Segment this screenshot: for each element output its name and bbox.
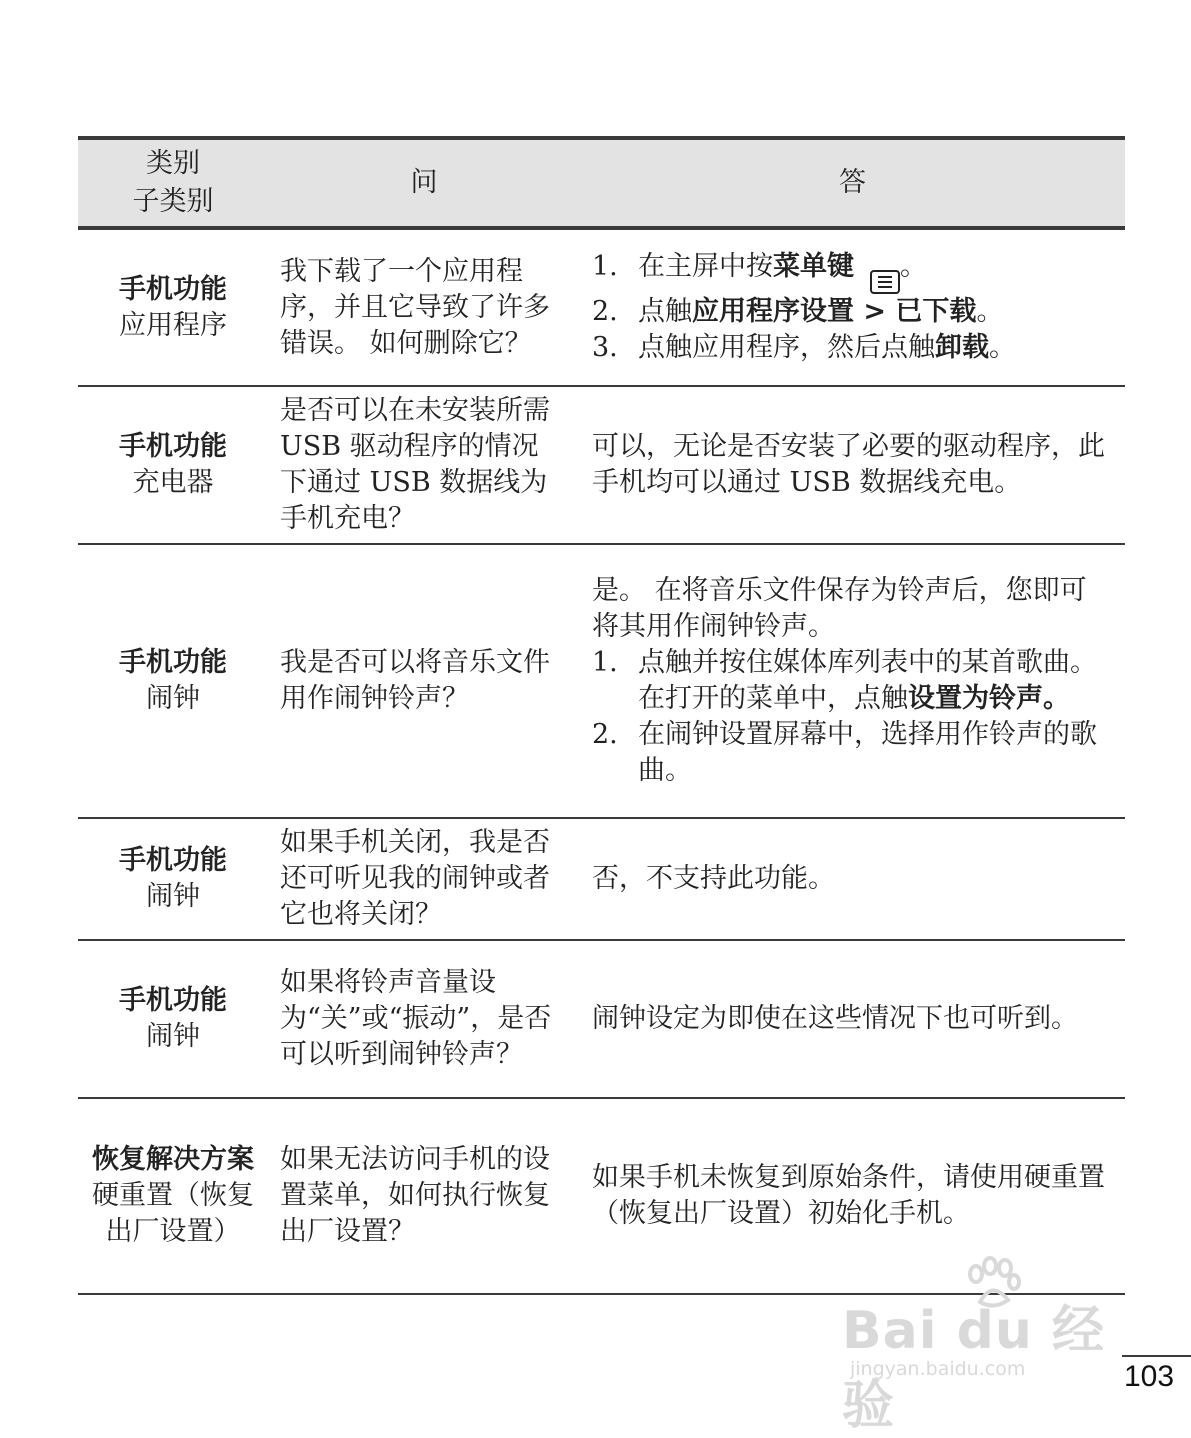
table-row xyxy=(78,544,1125,818)
page-number: 103 xyxy=(1124,1360,1175,1393)
subcategory-label: 闹钟 xyxy=(146,683,200,714)
step-text-plain: 点触 xyxy=(638,296,692,327)
watermark-url: jingyan.baidu.com xyxy=(850,1358,1026,1380)
faq-table xyxy=(78,136,1125,1295)
answer-intro: 是。 在将音乐文件保存为铃声后，您即可将其用作闹钟铃声。 xyxy=(592,575,1087,642)
category-label: 手机功能 xyxy=(119,647,227,678)
category-cell xyxy=(78,386,268,544)
step-number: 1. xyxy=(592,647,618,678)
step-text xyxy=(638,249,1111,294)
steps-list xyxy=(592,249,1111,366)
category-label: 手机功能 xyxy=(119,985,227,1016)
subcategory-label: 硬重置（恢复出厂设置） xyxy=(92,1180,254,1247)
category-label: 手机功能 xyxy=(119,431,227,462)
table-row xyxy=(78,940,1125,1098)
header-answer: 答 xyxy=(580,138,1125,228)
step-text-plain: 。 xyxy=(976,296,1004,327)
watermark-logo: Bai du 经验 xyxy=(842,1301,1105,1436)
step-item xyxy=(592,294,1111,330)
table-header-row xyxy=(78,138,1125,228)
question-cell: 我是否可以将音乐文件用作闹钟铃声？ xyxy=(268,544,580,818)
header-question: 问 xyxy=(268,138,580,228)
header-category-label: 类别 xyxy=(146,148,200,179)
subcategory-label: 充电器 xyxy=(132,467,214,498)
question-cell: 我下载了一个应用程序，并且它导致了许多错误。 如何删除它？ xyxy=(268,228,580,386)
subcategory-label: 闹钟 xyxy=(146,1021,200,1052)
step-text-bold: 菜单键 xyxy=(773,251,854,282)
step-text-bold: 应用程序设置 > 已下载 xyxy=(692,296,977,327)
category-cell xyxy=(78,818,268,940)
answer-cell: 可以，无论是否安装了必要的驱动程序，此手机均可以通过 USB 数据线充电。 xyxy=(580,386,1125,544)
step-number: 3. xyxy=(592,332,618,363)
table-row xyxy=(78,818,1125,940)
step-number: 2. xyxy=(592,296,618,327)
step-text-plain: 。 xyxy=(900,251,927,282)
table-row xyxy=(78,228,1125,386)
question-cell: 如果无法访问手机的设置菜单，如何执行恢复出厂设置？ xyxy=(268,1098,580,1294)
step-text-plain: 点触并按住媒体库列表中的某首歌曲。 在打开的菜单中，点触 xyxy=(638,647,1097,714)
steps-list xyxy=(592,645,1111,789)
step-number: 1. xyxy=(592,251,618,282)
category-label: 手机功能 xyxy=(119,845,227,876)
answer-cell: 否，不支持此功能。 xyxy=(580,818,1125,940)
menu-key-icon xyxy=(870,270,900,294)
step-item xyxy=(592,717,1111,789)
answer-cell: 闹钟设定为即使在这些情况下也可听到。 xyxy=(580,940,1125,1098)
header-category xyxy=(78,138,268,228)
step-text-plain: 。 xyxy=(989,332,1016,363)
step-item xyxy=(592,645,1111,717)
step-text-plain: 点触应用程序，然后点触 xyxy=(638,332,935,363)
step-text-plain: 在主屏中按 xyxy=(638,251,773,282)
question-cell: 如果手机关闭，我是否还可听见我的闹钟或者它也将关闭？ xyxy=(268,818,580,940)
step-text-bold: 设置为铃声。 xyxy=(908,683,1070,714)
table-row xyxy=(78,386,1125,544)
category-label: 手机功能 xyxy=(119,273,227,305)
category-cell xyxy=(78,1098,268,1294)
step-item xyxy=(592,330,1111,366)
category-cell xyxy=(78,544,268,818)
header-subcategory-label: 子类别 xyxy=(132,186,214,217)
subcategory-label: 闹钟 xyxy=(146,881,200,912)
category-cell xyxy=(78,940,268,1098)
step-text xyxy=(638,330,1111,366)
category-cell xyxy=(78,228,268,386)
step-item xyxy=(592,249,1111,294)
question-cell: 如果将铃声音量设为“关”或“振动”，是否可以听到闹钟铃声？ xyxy=(268,940,580,1098)
category-label: 恢复解决方案 xyxy=(92,1144,254,1175)
page-number-rule xyxy=(1122,1355,1191,1357)
baidu-watermark xyxy=(842,1280,1122,1436)
step-text xyxy=(638,294,1111,330)
question-cell: 是否可以在未安装所需 USB 驱动程序的情况下通过 USB 数据线为手机充电？ xyxy=(268,386,580,544)
step-text: 在闹钟设置屏幕中，选择用作铃声的歌曲。 xyxy=(638,719,1097,786)
answer-cell xyxy=(580,228,1125,386)
answer-cell xyxy=(580,544,1125,818)
subcategory-label: 应用程序 xyxy=(119,309,227,341)
step-text-bold: 卸载 xyxy=(935,332,989,363)
step-text xyxy=(638,645,1111,717)
step-number: 2. xyxy=(592,719,618,750)
answer-cell: 如果手机未恢复到原始条件，请使用硬重置（恢复出厂设置）初始化手机。 xyxy=(580,1098,1125,1294)
